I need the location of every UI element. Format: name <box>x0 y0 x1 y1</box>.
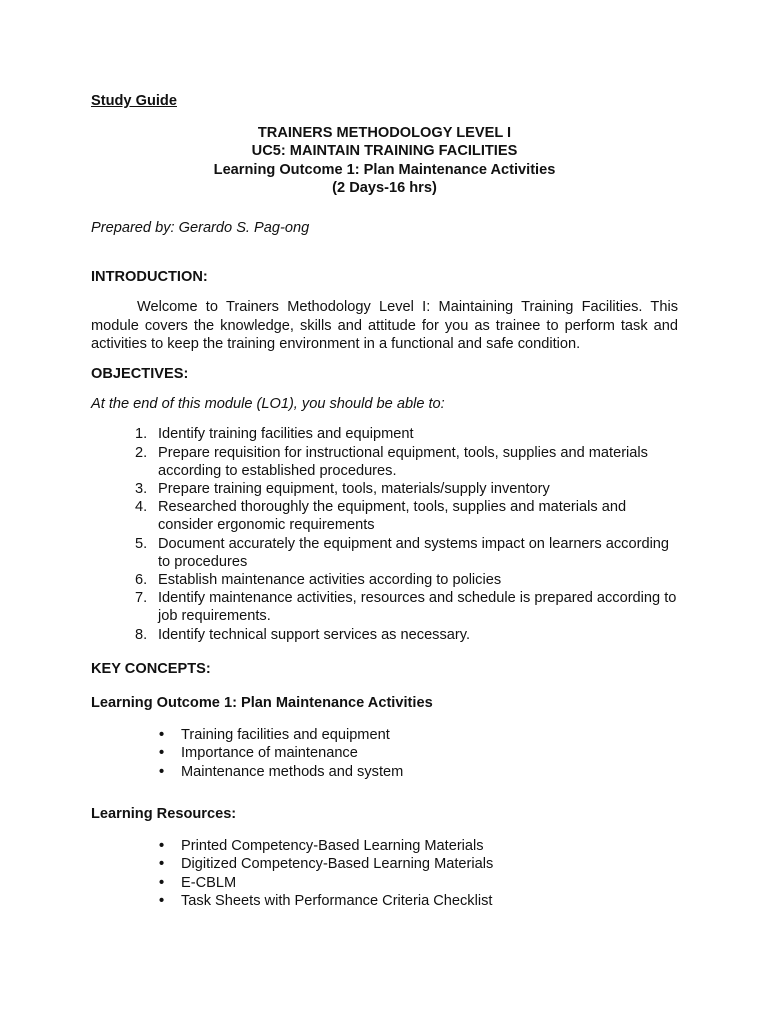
title-line-4: (2 Days-16 hrs) <box>332 179 437 196</box>
prepared-by: Prepared by: Gerardo S. Pag-ong <box>91 220 310 237</box>
list-number: 6. <box>135 572 148 589</box>
list-item <box>159 837 678 855</box>
list-item <box>135 498 678 534</box>
list-item <box>159 763 678 781</box>
introduction-heading: INTRODUCTION: <box>91 269 208 286</box>
list-item-text: Prepare requisition for instructional equipment, tools, supplies and materials according to established procedures. <box>158 444 648 479</box>
list-number: 7. <box>135 590 148 607</box>
bullet-icon: • <box>159 745 165 762</box>
list-item <box>135 425 678 443</box>
list-item <box>135 535 678 571</box>
list-number: 1. <box>135 426 148 443</box>
list-item-text: Training facilities and equipment <box>181 727 390 744</box>
list-item-text: Task Sheets with Performance Criteria Checklist <box>181 892 493 909</box>
list-item-text: Establish maintenance activities according to policies <box>158 572 502 589</box>
learning-outcome-heading: Learning Outcome 1: Plan Maintenance Activities <box>91 695 433 712</box>
list-item-text: Prepare training equipment, tools, materials/supply inventory <box>158 481 550 498</box>
objectives-heading: OBJECTIVES: <box>91 366 189 383</box>
list-item-text: E-CBLM <box>181 874 237 891</box>
key-concepts-list <box>91 726 678 781</box>
objectives-list <box>91 425 678 643</box>
list-item <box>135 571 678 589</box>
key-concepts-heading: KEY CONCEPTS: <box>91 660 211 677</box>
list-item <box>135 626 678 644</box>
list-item-text: Researched thoroughly the equipment, tools, supplies and materials and consider ergonomic requirements <box>158 499 627 534</box>
title-line-1: TRAINERS METHODOLOGY LEVEL I <box>257 125 512 142</box>
list-item <box>159 874 678 892</box>
list-item-text: Identify maintenance activities, resources and schedule is prepared according to job requirements. <box>158 590 677 625</box>
list-number: 5. <box>135 535 148 552</box>
bullet-icon: • <box>159 838 165 855</box>
list-item-text: Digitized Competency-Based Learning Materials <box>181 856 494 873</box>
study-guide-label: Study Guide <box>91 93 177 109</box>
list-item <box>159 726 678 744</box>
title-line-3: Learning Outcome 1: Plan Maintenance Activities <box>213 161 556 178</box>
list-item-text: Identify training facilities and equipment <box>158 426 414 443</box>
list-item <box>159 744 678 762</box>
learning-resources-heading: Learning Resources: <box>91 805 237 822</box>
list-item <box>135 480 678 498</box>
list-item-text: Printed Competency-Based Learning Materials <box>181 838 484 855</box>
list-number: 8. <box>135 626 148 643</box>
learning-resources-list <box>91 837 678 910</box>
introduction-paragraph: Welcome to Trainers Methodology Level I: Maintaining Training Facilities. This module covers the knowledge, skills and attitude for you as trainee to perform task and activities to keep the training environment in a functional and safe condition. <box>91 299 678 352</box>
list-number: 3. <box>135 481 148 498</box>
bullet-icon: • <box>159 874 165 891</box>
list-number: 2. <box>135 444 148 461</box>
objectives-lead: At the end of this module (LO1), you should be able to: <box>91 396 445 413</box>
bullet-icon: • <box>159 763 165 780</box>
title-line-2: UC5: MAINTAIN TRAINING FACILITIES <box>251 143 518 160</box>
bullet-icon: • <box>159 892 165 909</box>
list-item <box>159 855 678 873</box>
bullet-icon: • <box>159 856 165 873</box>
list-number: 4. <box>135 499 148 516</box>
list-item-text: Document accurately the equipment and systems impact on learners according to procedures <box>158 535 670 570</box>
title-block <box>91 124 678 197</box>
list-item <box>159 892 678 910</box>
list-item-text: Maintenance methods and system <box>181 763 404 780</box>
list-item <box>135 589 678 625</box>
bullet-icon: • <box>159 727 165 744</box>
list-item-text: Identify technical support services as necessary. <box>158 626 471 643</box>
list-item-text: Importance of maintenance <box>181 745 358 762</box>
list-item <box>135 444 678 480</box>
